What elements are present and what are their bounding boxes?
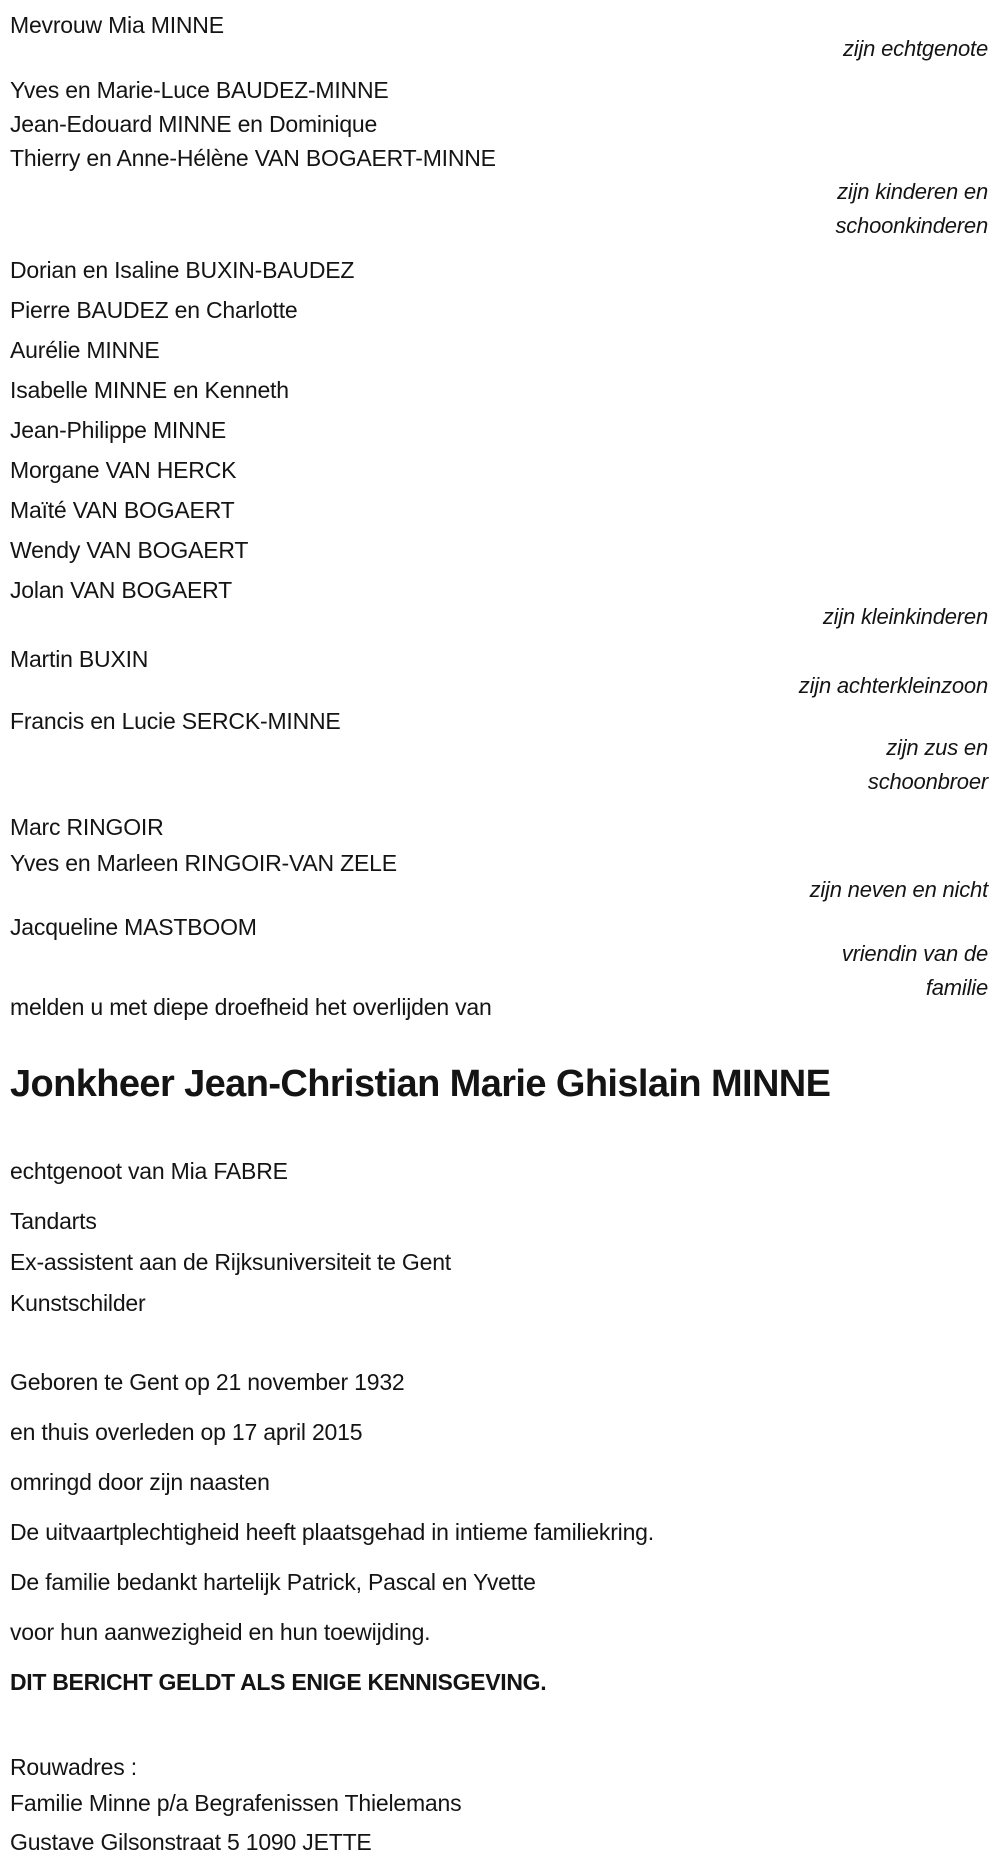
mourner-name: Pierre BAUDEZ en Charlotte — [10, 297, 298, 323]
mourner-group — [10, 258, 988, 629]
life-line: voor hun aanwezigheid en hun toewijding. — [10, 1619, 431, 1645]
mourning-address-line: Gustave Gilsonstraat 5 1090 JETTE — [10, 1829, 372, 1855]
life-line: Geboren te Gent op 21 november 1932 — [10, 1369, 405, 1395]
mourner-name: Yves en Marleen RINGOIR-VAN ZELE — [10, 850, 397, 876]
titles-list — [10, 1209, 988, 1315]
title-line: Tandarts — [10, 1208, 97, 1234]
mourner-name: Thierry en Anne-Hélène VAN BOGAERT-MINNE — [10, 145, 496, 171]
life-line: De uitvaartplechtigheid heeft plaatsgehad in intieme familiekring. — [10, 1519, 654, 1545]
mourner-group — [10, 709, 988, 794]
mourning-address — [10, 1755, 988, 1854]
relation-label: schoonbroer — [867, 769, 988, 794]
relation-label: zijn kinderen en — [837, 179, 988, 204]
mourner-name: Dorian en Isaline BUXIN-BAUDEZ — [10, 257, 355, 283]
mourner-name: Jean-Edouard MINNE en Dominique — [10, 111, 378, 137]
mourner-name: Wendy VAN BOGAERT — [10, 537, 249, 563]
mourning-address-label: Rouwadres : — [10, 1754, 137, 1780]
mourner-name: Marc RINGOIR — [10, 814, 164, 840]
mourner-name: Maïté VAN BOGAERT — [10, 497, 235, 523]
deceased-name-heading: Jonkheer Jean-Christian Marie Ghislain MINNE — [10, 1063, 831, 1105]
mourner-name: Yves en Marie-Luce BAUDEZ-MINNE — [10, 77, 389, 103]
life-details — [10, 1370, 988, 1670]
mourner-name: Jacqueline MASTBOOM — [10, 914, 257, 940]
title-line: Ex-assistent aan de Rijksuniversiteit te Gent — [10, 1249, 451, 1275]
title-line: Kunstschilder — [10, 1290, 146, 1316]
mourner-name: Isabelle MINNE en Kenneth — [10, 377, 289, 403]
relation-label: vriendin van de — [841, 941, 988, 966]
relation-label: zijn zus en — [886, 735, 988, 760]
mourner-name: Morgane VAN HERCK — [10, 457, 237, 483]
notice-line: DIT BERICHT GELDT ALS ENIGE KENNISGEVING. — [10, 1669, 547, 1695]
mourners-list — [10, 12, 988, 1000]
mourner-group — [10, 815, 988, 902]
relation-label: zijn neven en nicht — [809, 877, 988, 902]
life-line: en thuis overleden op 17 april 2015 — [10, 1419, 363, 1445]
mourner-name: Aurélie MINNE — [10, 337, 160, 363]
mourner-group — [10, 915, 988, 1000]
relation-label: zijn kleinkinderen — [822, 604, 988, 629]
intro-line: melden u met diepe droefheid het overlijden van — [10, 994, 492, 1020]
mourner-name: Francis en Lucie SERCK-MINNE — [10, 708, 341, 734]
life-line: De familie bedankt hartelijk Patrick, Pascal en Yvette — [10, 1569, 536, 1595]
relation-label: zijn achterkleinzoon — [798, 673, 988, 698]
mourner-group — [10, 647, 988, 698]
mourner-name: Mevrouw Mia MINNE — [10, 12, 224, 38]
mourning-address-lines — [10, 1791, 988, 1854]
relation-label: familie — [925, 975, 988, 1000]
mourner-name: Jolan VAN BOGAERT — [10, 577, 232, 603]
mourner-name: Martin BUXIN — [10, 646, 149, 672]
mourner-group — [10, 78, 988, 238]
spouse-line: echtgenoot van Mia FABRE — [10, 1158, 288, 1184]
mourner-group — [10, 13, 988, 61]
relation-label: schoonkinderen — [835, 213, 988, 238]
mourner-name: Jean-Philippe MINNE — [10, 417, 227, 443]
life-line: omringd door zijn naasten — [10, 1469, 270, 1495]
relation-label: zijn echtgenote — [843, 36, 988, 61]
mourning-address-line: Familie Minne p/a Begrafenissen Thielemans — [10, 1790, 462, 1816]
